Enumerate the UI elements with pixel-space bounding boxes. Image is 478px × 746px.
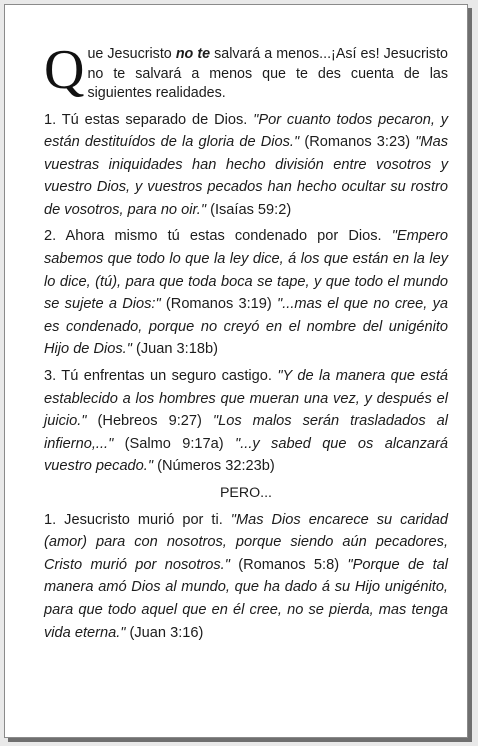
scripture-quote: "Empero sabemos que todo lo que la ley dice, á los que están en la ley lo dice, (tú), para que toda boca se tape, y que todo el mundo se sujete a Dios:"	[44, 228, 448, 313]
point-separated-from-god	[44, 109, 448, 222]
point-heading: 1. Jesucristo murió por ti.	[44, 511, 223, 528]
scripture-reference: (Números 32:23b)	[157, 458, 275, 475]
scripture-reference: (Isaías 59:2)	[210, 201, 292, 218]
drop-cap: Q	[44, 39, 85, 101]
pero-divider: PERO...	[219, 485, 273, 501]
scripture-reference: (Romanos 3:19)	[165, 296, 272, 313]
point-heading: 2. Ahora mismo tú estas condenado por Dios.	[44, 228, 382, 245]
scripture-quote: "...y sabed que os alcanzará vuestro pecado."	[44, 435, 448, 475]
intro-paragraph	[44, 39, 448, 104]
point-heading: 1. Tú estas separado de Dios.	[44, 111, 248, 128]
intro-emphasis: no te	[175, 46, 211, 62]
scripture-reference: (Juan 3:18b)	[135, 341, 218, 358]
scripture-reference: (Hebreos 9:27)	[97, 413, 202, 430]
scripture-quote: "...mas el que no cree, ya es condenado, porque no creyó en el nombre del unigénito Hijo de Dios."	[44, 296, 448, 358]
point-jesus-died	[44, 509, 448, 645]
scripture-reference: (Salmo 9:17a)	[124, 435, 224, 452]
scripture-quote: "Por cuanto todos pecaron, y están destituídos de la gloria de Dios."	[44, 111, 449, 151]
scripture-reference: (Romanos 5:8)	[238, 556, 340, 573]
intro-text-rest: salvará a menos...¡Así es! Jesucristo no te salvará a menos que te des cuenta de las siguientes realidades.	[87, 46, 448, 101]
scripture-reference: (Juan 3:16)	[129, 624, 204, 641]
point-condemned-by-god	[44, 225, 448, 361]
scripture-quote: "Porque de tal manera amó Dios al mundo, que ha dado á su Hijo unigénito, para que todo aquel que en él cree, no se pierda, mas tenga vida eterna."	[44, 556, 448, 641]
scripture-quote: "Mas vuestras iniquidades han hecho división entre vosotros y vuestro Dios, y vuestros pecados han hecho ocultar su rostro de vosotros, para no oir."	[44, 134, 448, 218]
point-heading: 3. Tú enfrentas un seguro castigo.	[44, 368, 272, 385]
point-certain-punishment	[44, 365, 448, 478]
tract-text	[44, 39, 449, 648]
tract-card	[4, 4, 468, 738]
intro-text-start: ue Jesucristo	[87, 46, 176, 62]
scripture-quote: "Mas Dios encarece su caridad (amor) para con nosotros, porque siendo aún pecadores, Cristo murió por nosotros."	[44, 511, 448, 573]
scripture-quote: "Y de la manera que está establecido a los hombres que mueran una vez, y después el juicio."	[44, 368, 448, 430]
scripture-quote: "Los malos serán trasladados al infierno,..."	[44, 413, 449, 452]
scripture-reference: (Romanos 3:23)	[304, 134, 411, 151]
